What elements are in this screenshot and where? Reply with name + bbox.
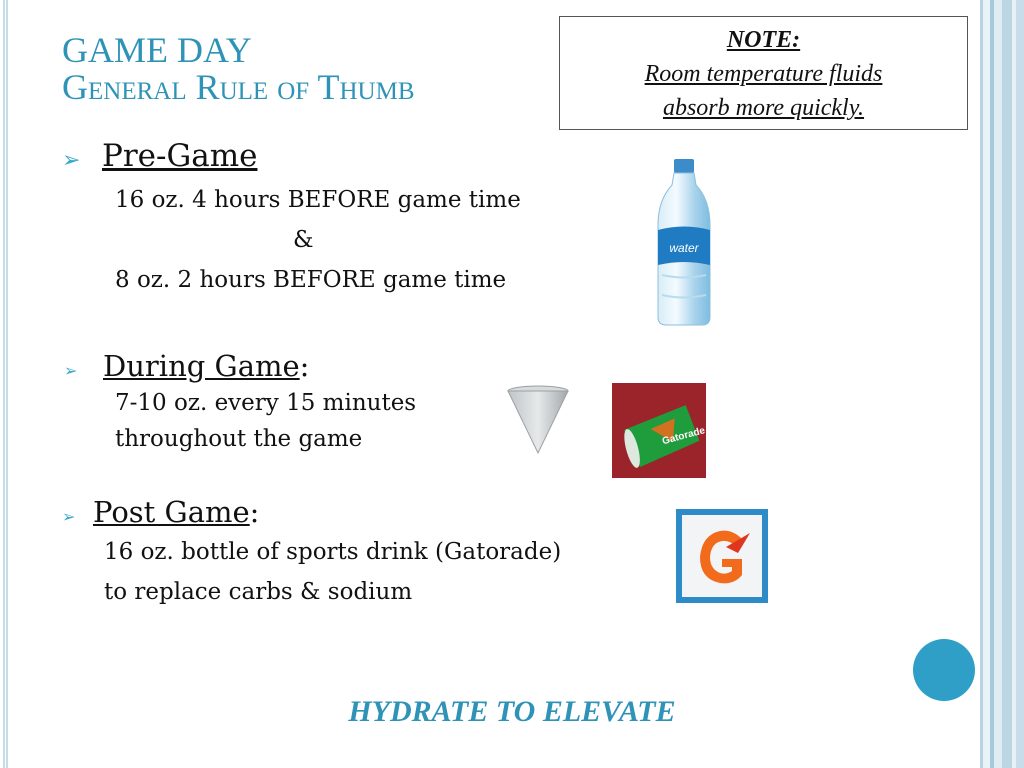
during-game-line-2: throughout the game	[115, 426, 363, 452]
note-line-1: Room temperature fluids	[644, 61, 883, 87]
paper-cone-cup-image	[505, 385, 570, 457]
bullet-arrow-icon: ➢	[62, 507, 76, 526]
gatorade-cup-label: Gatorade	[661, 425, 706, 448]
post-game-line-1: 16 oz. bottle of sports drink (Gatorade)	[104, 539, 562, 565]
left-frame-border	[0, 0, 10, 768]
post-game-heading	[93, 495, 259, 529]
tagline: HYDRATE TO ELEVATE	[348, 695, 676, 728]
gatorade-cup-image	[612, 383, 706, 478]
note-heading: NOTE:	[726, 27, 801, 53]
water-bottle-label: water	[669, 241, 699, 255]
bullet-arrow-icon: ➢	[64, 361, 78, 380]
water-bottle-image	[640, 155, 730, 330]
note-line-2: absorb more quickly.	[662, 95, 865, 121]
during-game-line-1: 7-10 oz. every 15 minutes	[115, 390, 417, 416]
post-game-heading-text: Post Game	[93, 495, 250, 529]
pre-game-heading	[102, 138, 257, 174]
post-game-colon: :	[249, 495, 260, 529]
pre-game-line-2: 8 oz. 2 hours BEFORE game time	[115, 267, 507, 293]
gatorade-g-logo-icon	[676, 509, 768, 603]
during-game-colon: :	[299, 349, 310, 383]
page-title: GAME DAY	[62, 30, 252, 70]
during-game-heading	[103, 349, 309, 383]
decorative-circle	[913, 639, 975, 701]
pre-game-heading-text: Pre-Game	[102, 138, 258, 174]
during-game-heading-text: During Game	[103, 349, 300, 383]
note-box	[559, 16, 968, 130]
page-subtitle: General Rule of Thumb	[62, 67, 415, 107]
right-frame-border	[978, 0, 1024, 768]
title-block	[62, 30, 415, 107]
post-game-line-2: to replace carbs & sodium	[104, 579, 413, 605]
bullet-arrow-icon: ➢	[62, 148, 81, 173]
pre-game-ampersand: &	[293, 227, 314, 253]
pre-game-line-1: 16 oz. 4 hours BEFORE game time	[115, 187, 521, 213]
